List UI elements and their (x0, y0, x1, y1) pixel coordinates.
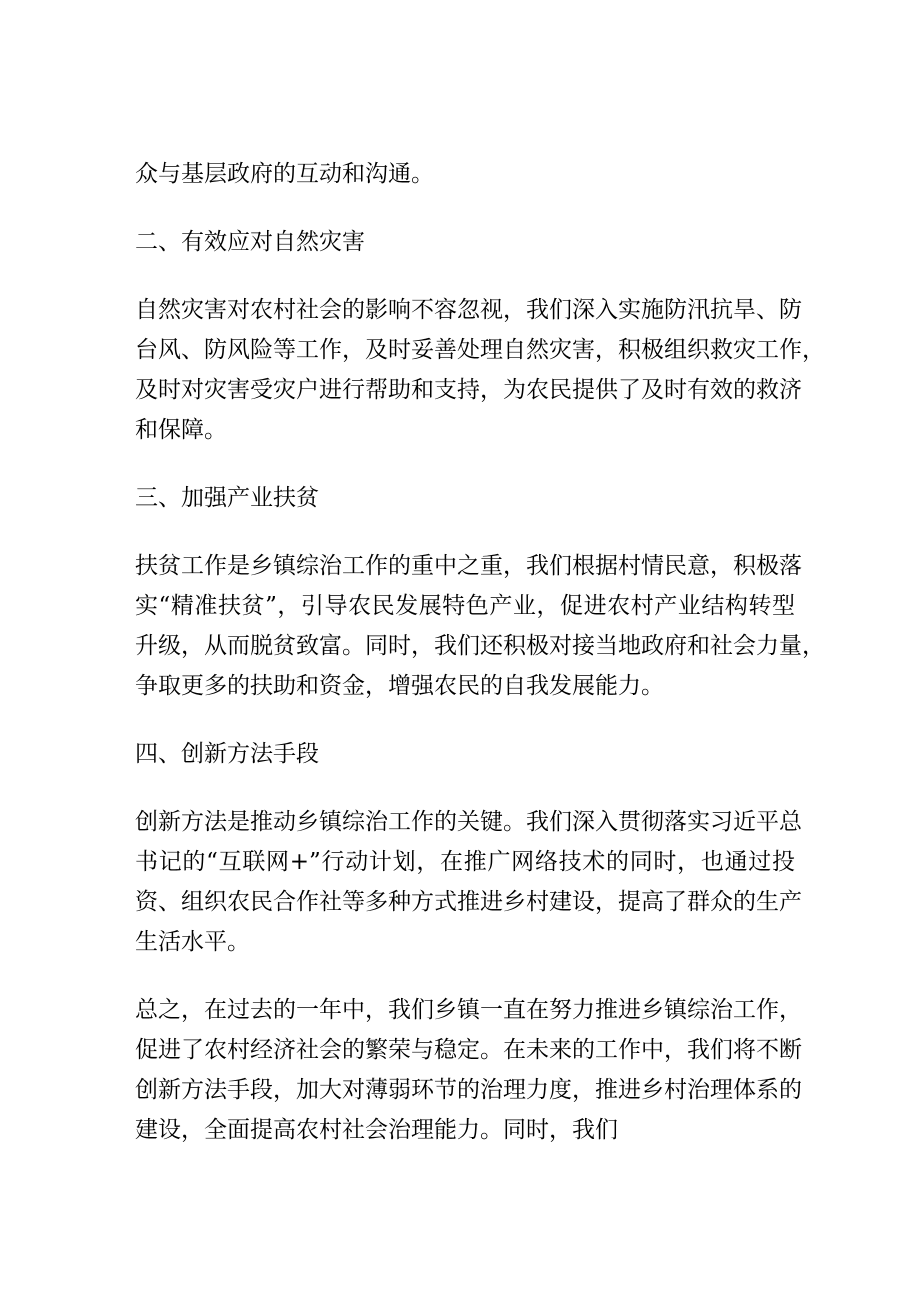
paragraph-summary (135, 990, 802, 1150)
section-heading-2: 二、有效应对自然灾害 (135, 229, 365, 255)
paragraph-line: 书记的“互联网+”行动计划，在推广网络技术的同时，也通过投 (135, 849, 795, 875)
section-heading-4: 四、创新方法手段 (135, 741, 319, 767)
paragraph-line: 争取更多的扶助和资金，增强农民的自我发展能力。 (135, 673, 664, 699)
paragraph-natural-disasters (135, 290, 825, 450)
paragraph-gap (135, 262, 795, 290)
paragraph-gap (135, 518, 795, 546)
paragraph-line: 资、组织农民合作社等多种方式推进乡村建设，提高了群众的生产 (135, 889, 802, 915)
paragraph-line: 总之，在过去的一年中，我们乡镇一直在努力推进乡镇综治工作， (135, 997, 802, 1023)
paragraph-line: 及时对灾害受灾户进行帮助和支持，为农民提供了及时有效的救济 (135, 377, 802, 403)
paragraph-line: 促进了农村经济社会的繁荣与稳定。在未来的工作中，我们将不断 (135, 1037, 802, 1063)
paragraph-line: 建设，全面提高农村社会治理能力。同时，我们 (135, 1117, 618, 1143)
section-heading-3: 三、加强产业扶贫 (135, 485, 319, 511)
paragraph-line: 自然灾害对农村社会的影响不容忽视，我们深入实施防汛抗旱、防 (135, 297, 802, 323)
paragraph-gap (135, 774, 795, 802)
paragraph-line: 升级，从而脱贫致富。同时，我们还积极对接当地政府和社会力量， (135, 633, 825, 659)
document-body (135, 154, 825, 1150)
paragraph-poverty-alleviation (135, 546, 825, 706)
paragraph-line: 创新方法是推动乡镇综治工作的关键。我们深入贯彻落实习近平总 (135, 809, 802, 835)
paragraph-line: 和保障。 (135, 417, 227, 443)
paragraph-continuation (135, 154, 795, 194)
paragraph-gap (135, 706, 795, 734)
paragraph-innovation (135, 802, 802, 962)
paragraph-line: 众与基层政府的互动和沟通。 (135, 161, 434, 187)
paragraph-gap (135, 194, 795, 222)
paragraph-line: 生活水平。 (135, 929, 250, 955)
paragraph-gap (135, 450, 795, 478)
paragraph-line: 扶贫工作是乡镇综治工作的重中之重，我们根据村情民意，积极落 (135, 553, 802, 579)
paragraph-gap (135, 962, 795, 990)
paragraph-line: 创新方法手段，加大对薄弱环节的治理力度，推进乡村治理体系的 (135, 1077, 802, 1103)
paragraph-line: 实“精准扶贫”，引导农民发展特色产业，促进农村产业结构转型 (135, 593, 795, 619)
paragraph-line: 台风、防风险等工作，及时妥善处理自然灾害，积极组织救灾工作， (135, 337, 825, 363)
